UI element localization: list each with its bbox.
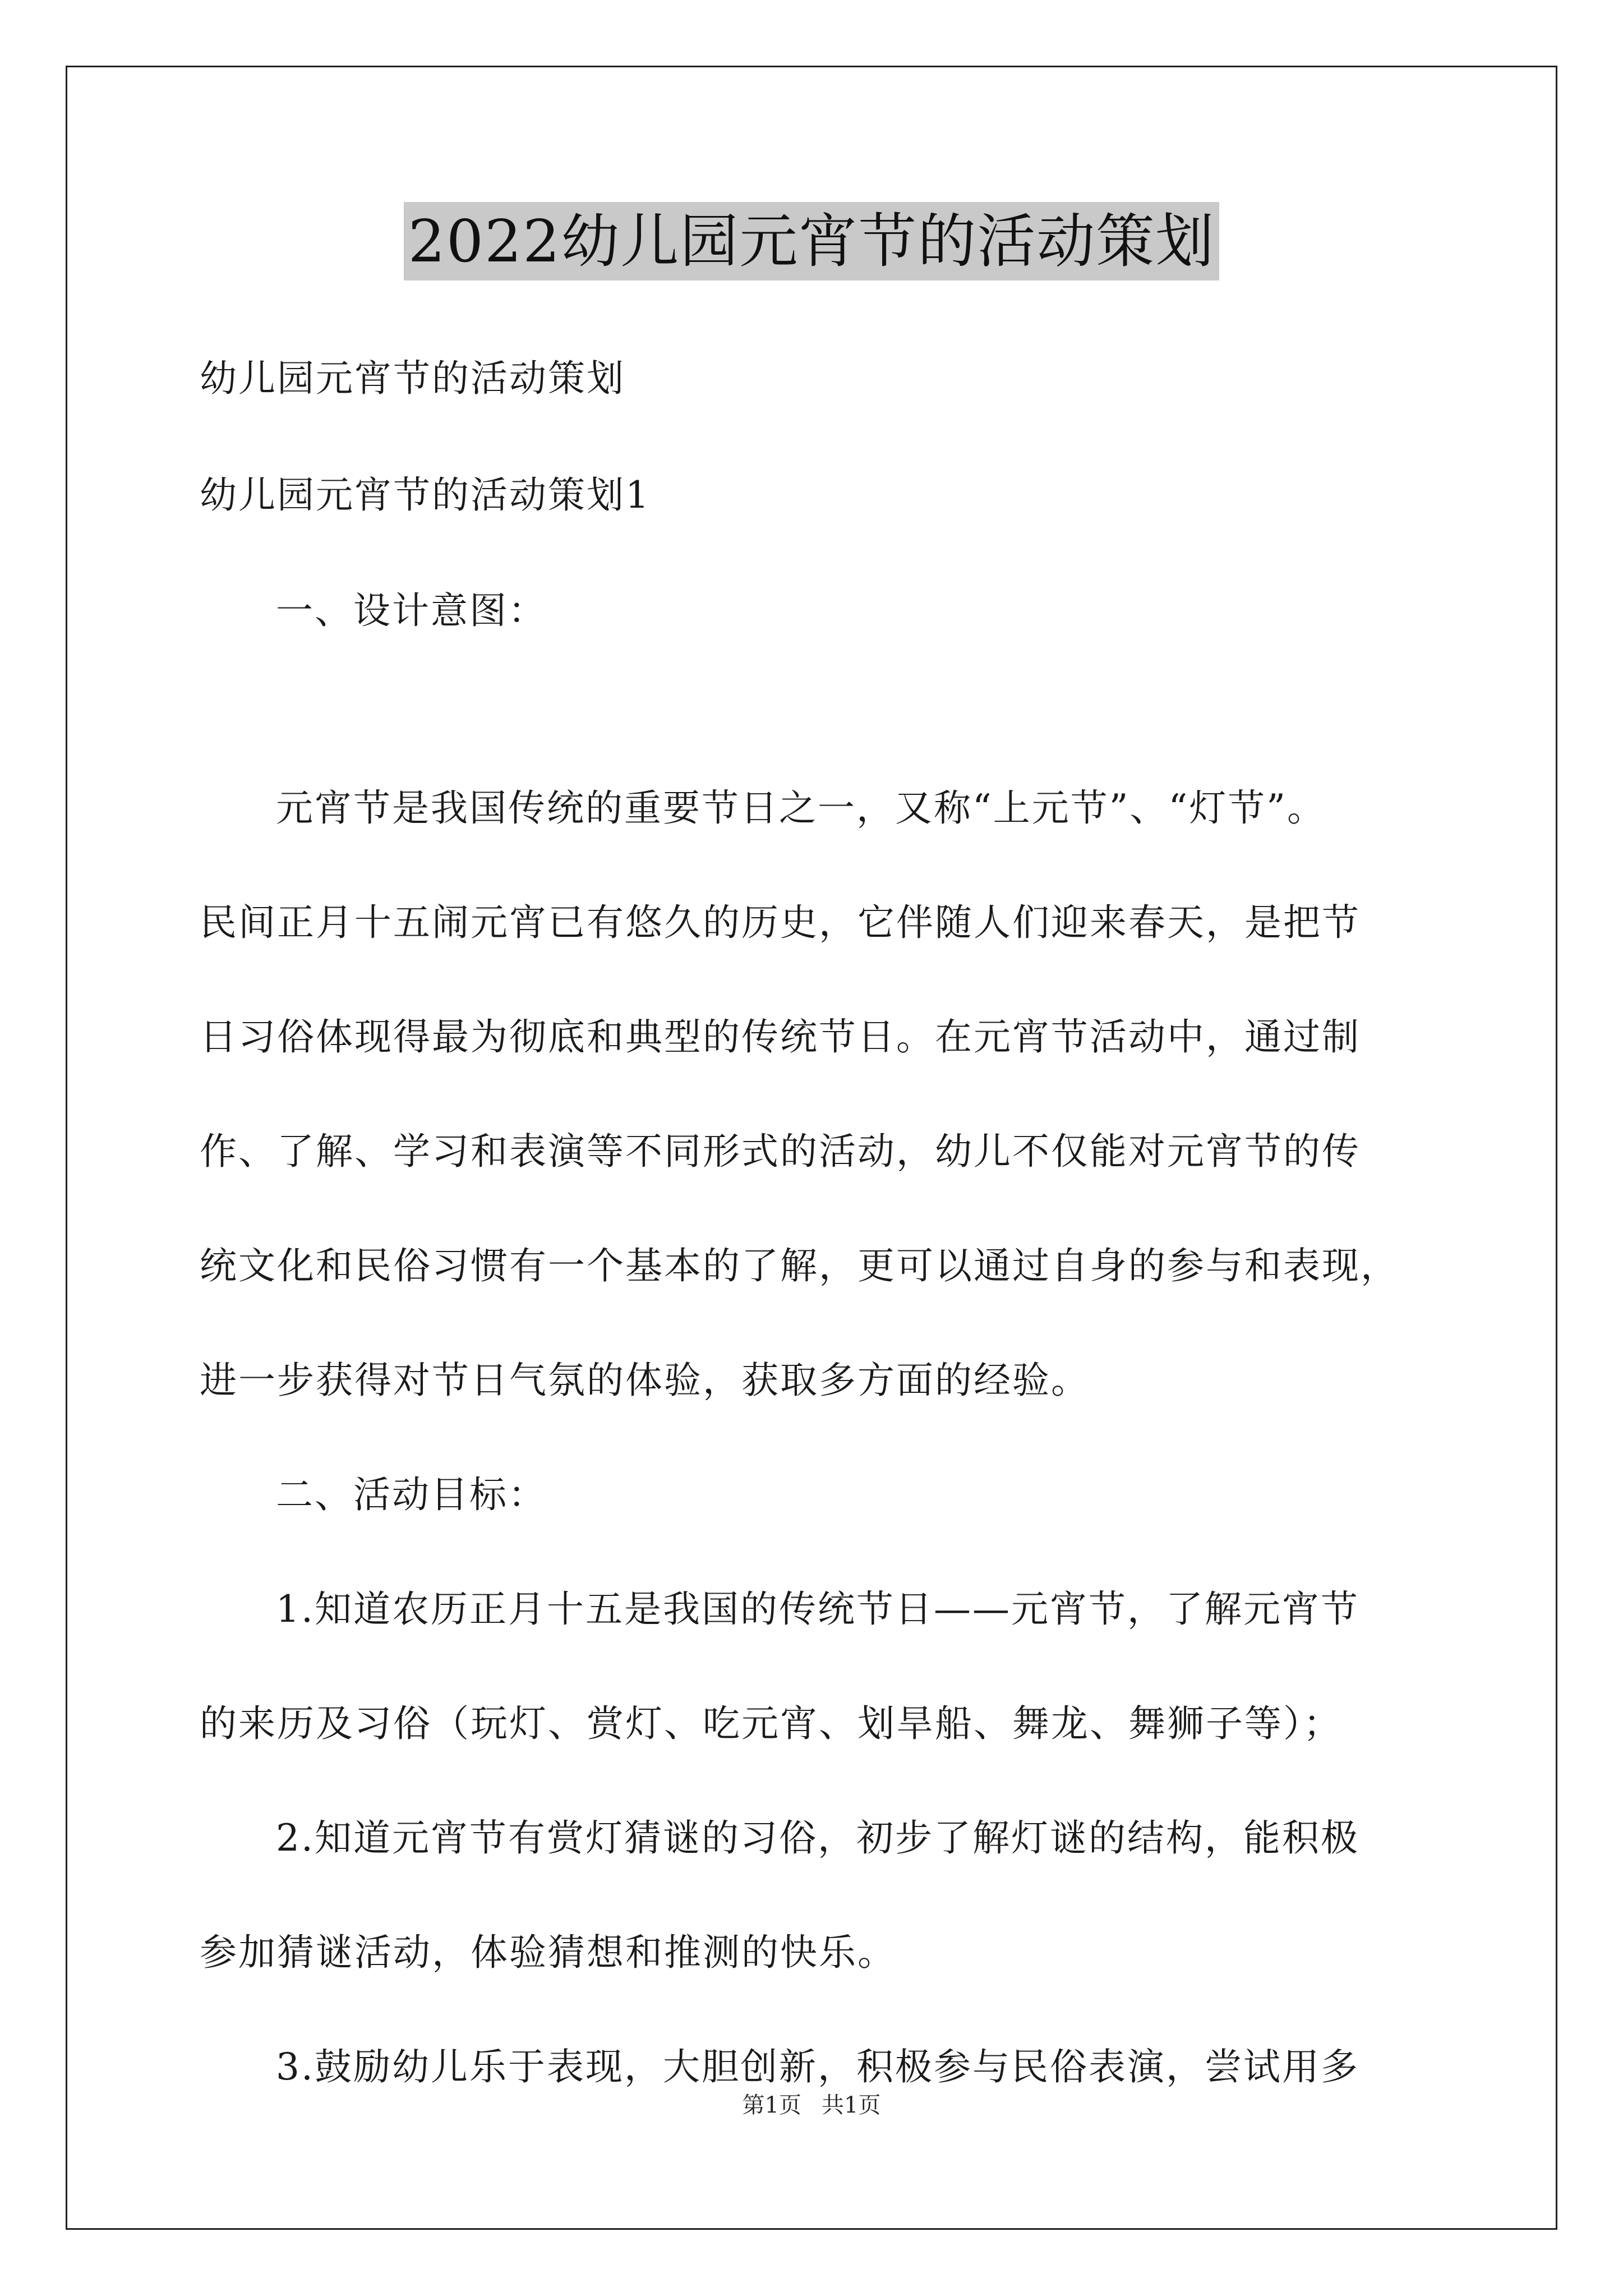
- body-line-goal-1: 1.知道农历正月十五是我国的传统节日——元宵节，了解元宵节: [276, 1588, 1359, 1631]
- body-line-goal-1-cont: 的来历及习俗（玩灯、赏灯、吃元宵、划旱船、舞龙、舞狮子等）；: [200, 1702, 1342, 1745]
- body-line-paragraph: 民间正月十五闹元宵已有悠久的历史，它伴随人们迎来春天，是把节: [200, 901, 1361, 944]
- body-line-heading-design: 一、设计意图：: [276, 589, 547, 632]
- body-line-goal-2: 2.知道元宵节有赏灯猜谜的习俗，初步了解灯谜的结构，能积极: [276, 1816, 1359, 1860]
- page-number: 第1页: [742, 2092, 801, 2118]
- body-line-paragraph: 统文化和民俗习惯有一个基本的了解，更可以通过自身的参与和表现，: [200, 1244, 1399, 1287]
- body-line-section-title: 幼儿园元宵节的活动策划1: [200, 473, 651, 517]
- body-line-paragraph: 进一步获得对节日气氛的体验，获取多方面的经验。: [200, 1359, 1090, 1402]
- page-footer: [0, 2090, 1623, 2121]
- body-line-goal-3: 3.鼓励幼儿乐于表现，大胆创新，积极参与民俗表演，尝试用多: [276, 2045, 1359, 2088]
- body-line-paragraph: 元宵节是我国传统的重要节日之一，又称“上元节”、“灯节”。: [276, 786, 1326, 830]
- body-line-paragraph: 日习俗体现得最为彻底和典型的传统节日。在元宵节活动中，通过制: [200, 1015, 1361, 1059]
- document-title: 2022幼儿园元宵节的活动策划: [404, 202, 1220, 280]
- body-line-subtitle: 幼儿园元宵节的活动策划: [200, 357, 625, 400]
- body-line-heading-goals: 二、活动目标：: [276, 1473, 547, 1516]
- body-line-goal-2-cont: 参加猜谜活动，体验猜想和推测的快乐。: [200, 1931, 896, 1974]
- page-total: 共1页: [822, 2092, 881, 2118]
- title-container: [0, 202, 1623, 280]
- body-line-paragraph: 作、了解、学习和表演等不同形式的活动，幼儿不仅能对元宵节的传: [200, 1130, 1361, 1173]
